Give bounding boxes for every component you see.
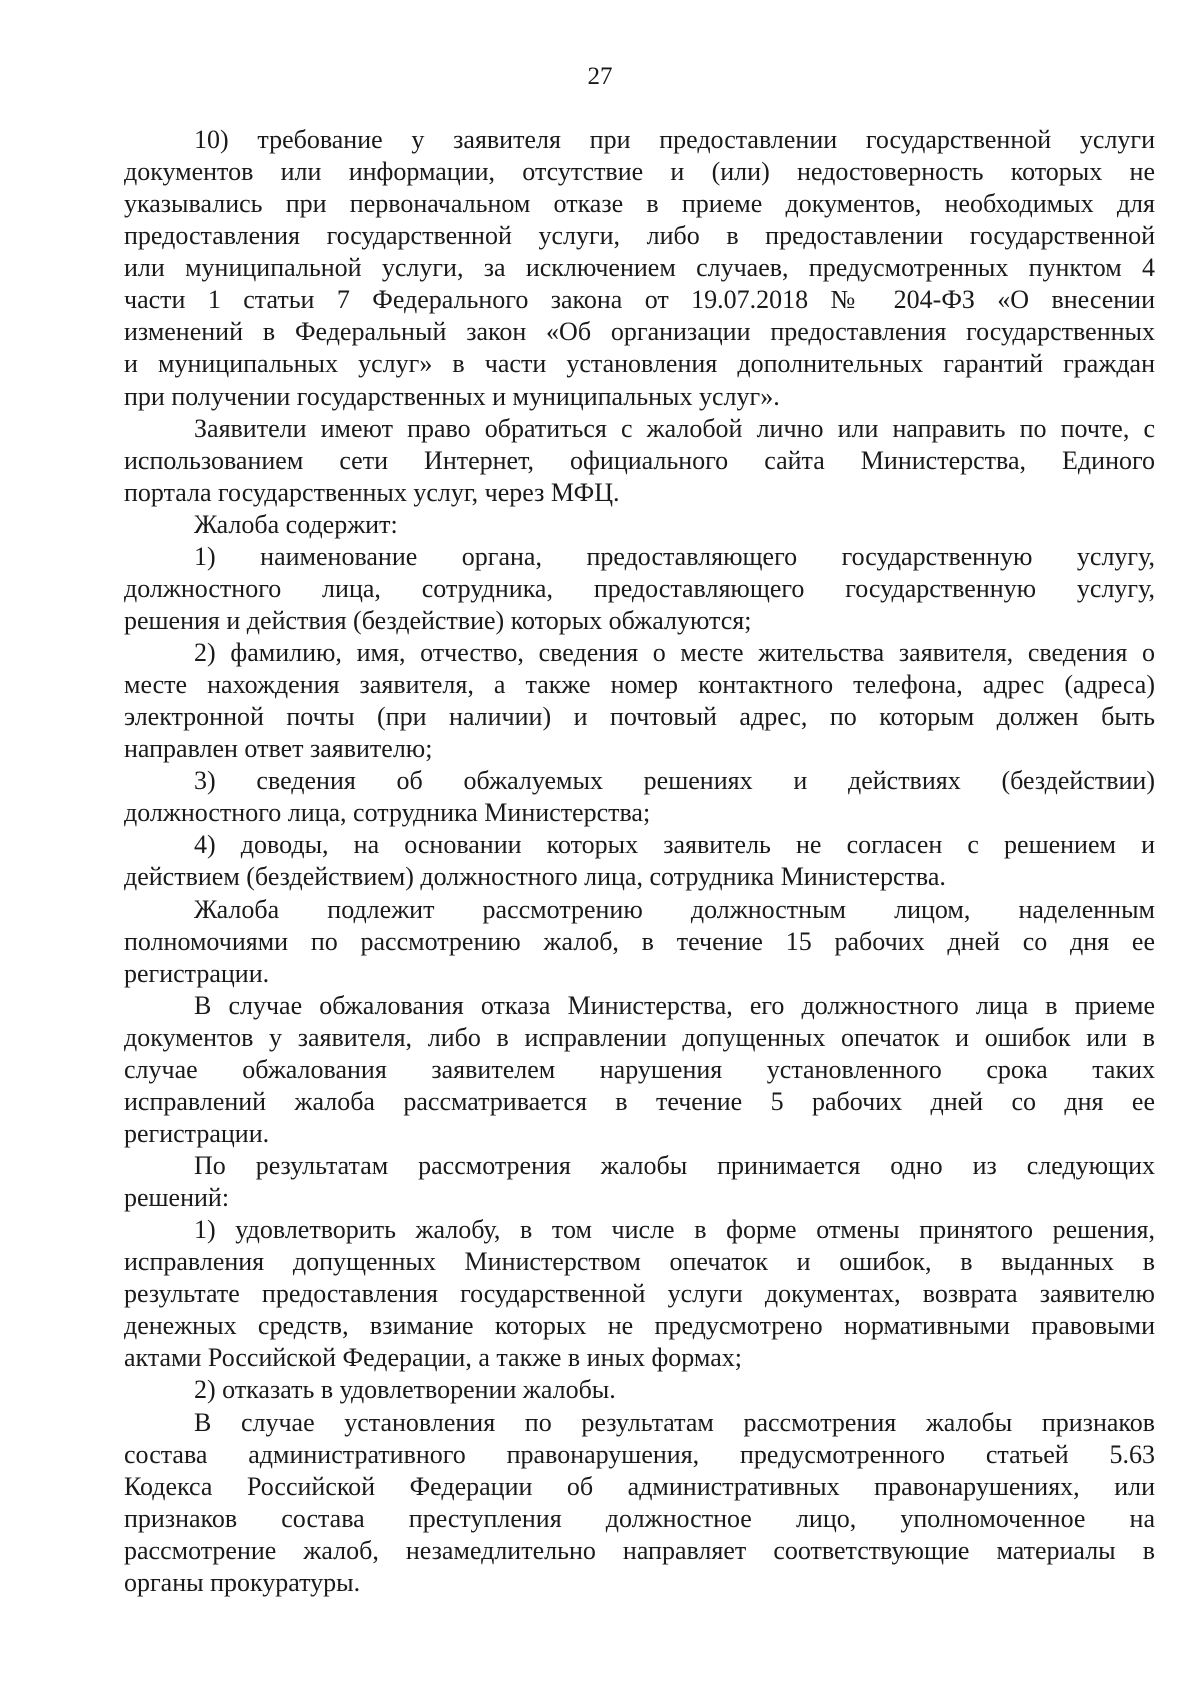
text-line: документов или информации, отсутствие и (или) недостоверность которых не [124,157,1155,187]
text-line: направлен ответ заявителю; [124,734,433,764]
text-line: части 1 статьи 7 Федерального закона от 19.07.2018 № 204-ФЗ «О внесении [124,285,1155,315]
text-line: 2) фамилию, имя, отчество, сведения о месте жительства заявителя, сведения о [194,638,1155,667]
text-line: 10) требование у заявителя при предоставлении государственной услуги [194,125,1155,154]
text-line: состава административного правонарушения, предусмотренного статьей 5.63 [124,1439,1155,1469]
text-line: регистрации. [124,1118,270,1148]
document-body [124,124,1155,1599]
text-line: По результатам рассмотрения жалобы принимается одно из следующих [194,1151,1155,1180]
text-line: денежных средств, взимание которых не предусмотрено нормативными правовыми [124,1311,1155,1341]
text-line: указывались при первоначальном отказе в приеме документов, необходимых для [124,189,1155,219]
text-line: или муниципальной услуги, за исключением случаев, предусмотренных пунктом 4 [124,253,1155,283]
text-line: должностного лица, сотрудника Министерства; [124,798,651,828]
text-line: 1) наименование органа, предоставляющего государственную услугу, [194,541,1155,571]
text-line: случае обжалования заявителем нарушения установленного срока таких [124,1054,1155,1084]
text-line: предоставления государственной услуги, либо в предоставлении государственной [124,221,1155,251]
text-line: исправления допущенных Министерством опечаток и ошибок, в выданных в [124,1247,1155,1277]
text-line: исправлений жалоба рассматривается в течение 5 рабочих дней со дня ее [124,1086,1155,1116]
text-line: изменений в Федеральный закон «Об организации предоставления государственных [124,317,1155,347]
text-line: месте нахождения заявителя, а также номер контактного телефона, адрес (адреса) [124,670,1155,700]
text-line: признаков состава преступления должностное лицо, уполномоченное на [124,1503,1155,1533]
text-line: 2) отказать в удовлетворении жалобы. [194,1375,616,1405]
text-line: Кодекса Российской Федерации об административных правонарушениях, или [124,1471,1155,1501]
text-line: решения и действия (бездействие) которых обжалуются; [124,605,752,635]
text-line: результате предоставления государственной услуги документах, возврата заявителю [124,1279,1155,1309]
text-line: актами Российской Федерации, а также в иных формах; [124,1343,742,1373]
text-line: 3) сведения об обжалуемых решениях и действиях (бездействии) [194,766,1155,796]
text-line: Жалоба подлежит рассмотрению должностным лицом, наделенным [194,894,1155,924]
text-line: регистрации. [124,958,270,988]
text-line: решений: [124,1183,230,1213]
text-line: В случае обжалования отказа Министерства, его должностного лица в приеме [194,990,1155,1020]
text-line: электронной почты (при наличии) и почтовый адрес, по которым должен быть [124,702,1155,732]
text-line: и муниципальных услуг» в части установления дополнительных гарантий граждан [124,349,1155,379]
text-line: действием (бездействием) должностного лица, сотрудника Министерства. [124,862,946,892]
text-line: Заявители имеют право обратиться с жалобой лично или направить по почте, с [194,413,1155,443]
text-line: рассмотрение жалоб, незамедлительно направляет соответствующие материалы в [124,1535,1155,1565]
text-line: документов у заявителя, либо в исправлении допущенных опечаток и ошибок или в [124,1022,1155,1052]
text-line: использованием сети Интернет, официального сайта Министерства, Единого [124,445,1155,475]
text-line: портала государственных услуг, через МФЦ. [124,477,620,507]
text-line: Жалоба содержит: [194,509,398,539]
page-number: 27 [587,63,613,90]
text-line: В случае установления по результатам рассмотрения жалобы признаков [194,1407,1155,1437]
text-line: при получении государственных и муниципальных услуг». [124,381,780,411]
text-line: 4) доводы, на основании которых заявитель не согласен с решением и [194,830,1155,860]
text-line: должностного лица, сотрудника, предоставляющего государственную услугу, [124,573,1155,603]
text-line: 1) удовлетворить жалобу, в том числе в форме отмены принятого решения, [194,1215,1155,1245]
text-line: органы прокуратуры. [124,1567,361,1597]
text-line: полномочиями по рассмотрению жалоб, в течение 15 рабочих дней со дня ее [124,926,1155,956]
